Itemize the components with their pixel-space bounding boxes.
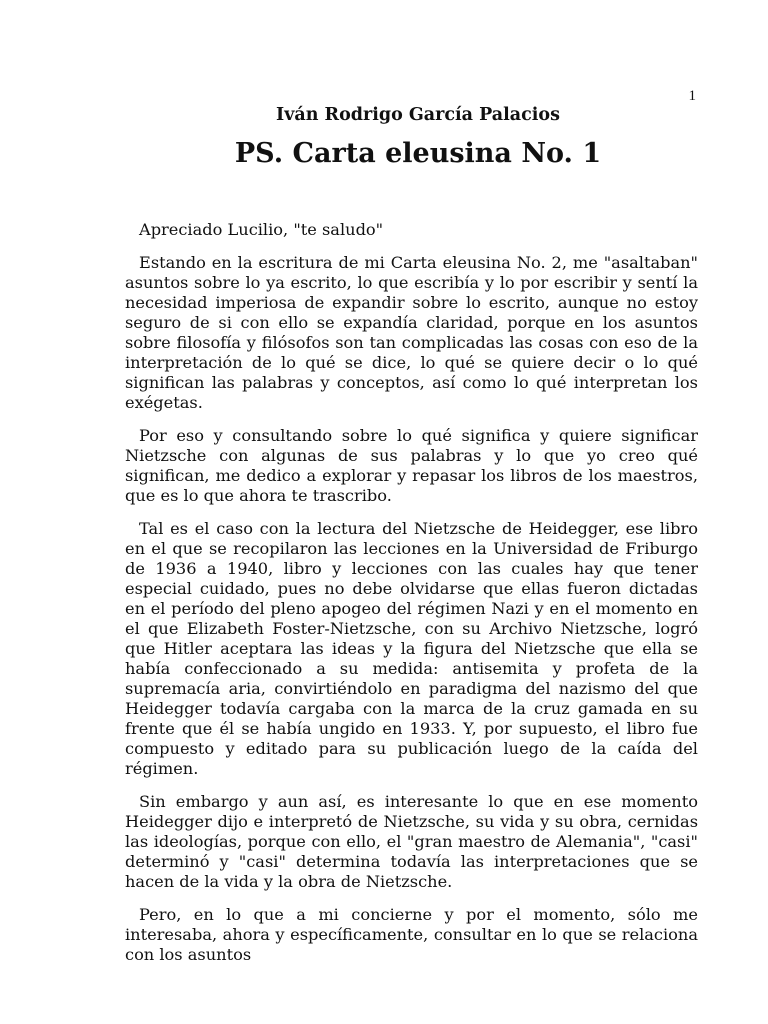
paragraph: Tal es el caso con la lectura del Nietzsche de Heidegger, ese libro en el que se recopilaron las lecciones en la Universidad de Friburgo de 1936 a 1940, libro y lecciones con las cuales hay que tener especial cuidado, pues no debe olvidarse que ellas fueron dictadas en el período del pleno apogeo del régimen Nazi y en el momento en el que Elizabeth Foster-Nietzsche, con su Archivo Nietzsche, logró que Hitler aceptara las ideas y la figura del Nietzsche que ella se había confeccionado a su medida: antisemita y profeta de la supremacía aria, convirtiéndolo en paradigma del nazismo del que Heidegger todavía cargaba con la marca de la cruz gamada en su frente que él se había ungido en 1933. Y, por supuesto, el libro fue compuesto y editado para su publicación luego de la caída del régimen. xyxy=(125,519,698,778)
paragraph: Sin embargo y aun así, es interesante lo que en ese momento Heidegger dijo e interpretó de Nietzsche, su vida y su obra, cernidas las ideologías, porque con ello, el "gran maestro de Alemania", "casi" determinó y "casi" determina todavía las interpretaciones que se hacen de la vida y la obra de Nietzsche. xyxy=(125,792,698,891)
document-title: PS. Carta eleusina No. 1 xyxy=(234,138,602,169)
author-name: Iván Rodrigo García Palacios xyxy=(276,105,560,125)
paragraph: Por eso y consultando sobre lo qué significa y quiere significar Nietzsche con algunas de sus palabras y lo que yo creo qué significan, me dedico a explorar y repasar los libros de los maestros, que es lo que ahora te trascribo. xyxy=(125,426,698,505)
paragraph: Pero, en lo que a mi concierne y por el momento, sólo me interesaba, ahora y específicamente, consultar en lo que se relaciona con los asuntos xyxy=(125,905,698,964)
page-number: 1 xyxy=(688,88,696,104)
paragraph: Estando en la escritura de mi Carta eleusina No. 2, me "asaltaban" asuntos sobre lo ya escrito, lo que escribía y lo por escribir y sentí la necesidad imperiosa de expandir sobre lo escrito, aunque no estoy seguro de si con ello se expandía claridad, porque en los asuntos sobre filosofía y filósofos son tan complicadas las cosas con eso de la interpretación de lo qué se dice, lo qué se quiere decir o lo qué significan las palabras y conceptos, así como lo qué interpretan los exégetas. xyxy=(125,253,698,412)
paragraph-greeting: Apreciado Lucilio, "te saludo" xyxy=(139,220,384,239)
document-body xyxy=(125,220,698,978)
